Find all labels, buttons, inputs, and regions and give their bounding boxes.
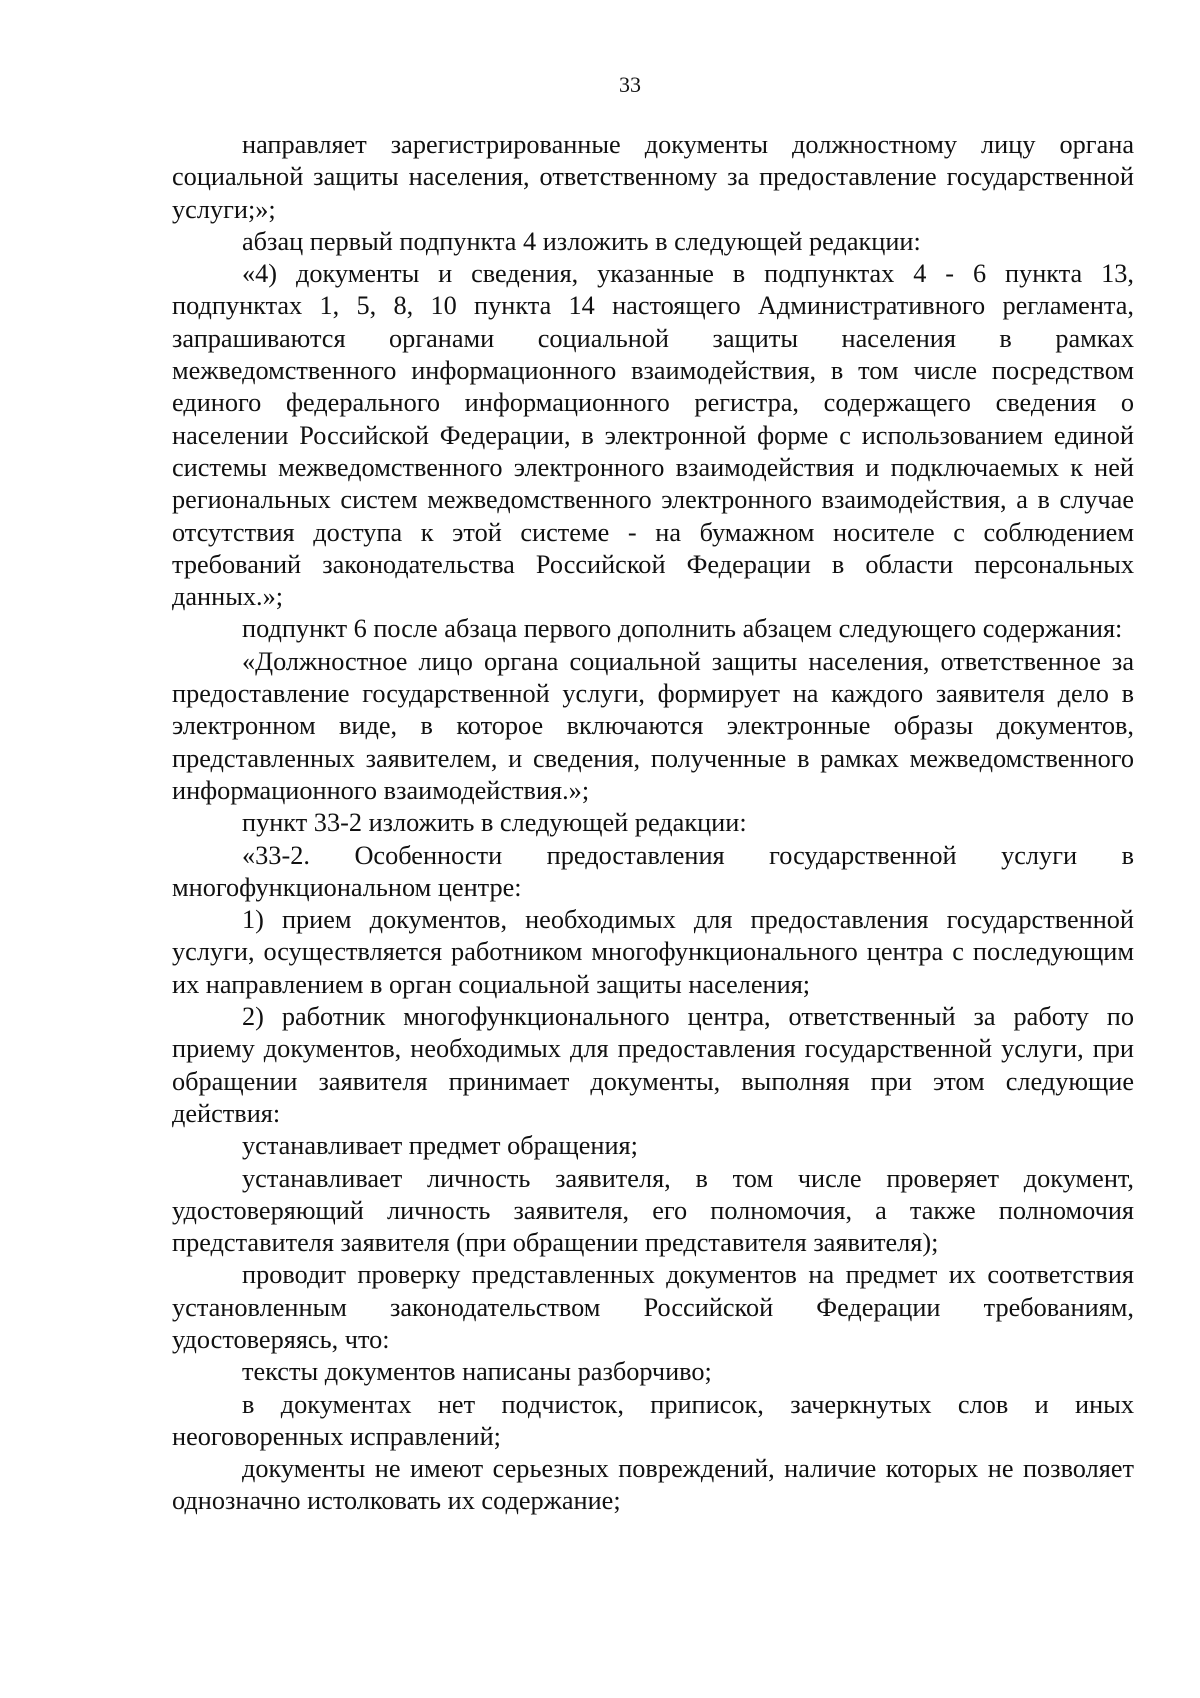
paragraph: документы не имеют серьезных повреждений, наличие которых не позволяет однозначно истолковать их содержание; xyxy=(172,1454,1134,1516)
page-number: 33 xyxy=(619,72,641,97)
paragraph: в документах нет подчисток, приписок, зачеркнутых слов и иных неоговоренных исправлений; xyxy=(172,1389,1134,1451)
paragraph: «33-2. Особенности предоставления государственной услуги в многофункциональном центре: xyxy=(172,840,1134,902)
paragraph: «4) документы и сведения, указанные в подпунктах 4 - 6 пункта 13, подпунктах 1, 5, 8, 10 пункта 14 настоящего Административного регламента, запрашиваются органами социальной защиты населения в рамках межведомственного информационного взаимодействия, в том числе посредством единого федерального информационного регистра, содержащего сведения о населении Российской Федерации, в электронной форме с использованием единой системы межведомственного электронного взаимодействия и подключаемых к ней региональных систем межведомственного электронного взаимодействия, а в случае отсутствия доступа к этой системе - на бумажном носителе с соблюдением требований законодательства Российской Федерации в области персональных данных.»; xyxy=(172,259,1134,612)
paragraph: «Должностное лицо органа социальной защиты населения, ответственное за предоставление государственной услуги, формирует на каждого заявителя дело в электронном виде, в которое включаются электронные образы документов, представленных заявителем, и сведения, полученные в рамках межведомственного информационного взаимодействия.»; xyxy=(172,646,1134,805)
paragraph: подпункт 6 после абзаца первого дополнить абзацем следующего содержания: xyxy=(242,614,1123,644)
document-body xyxy=(172,129,1134,1518)
paragraph: 1) прием документов, необходимых для предоставления государственной услуги, осуществляется работником многофункционального центра с последующим их направлением в орган социальной защиты населения; xyxy=(172,905,1134,999)
paragraph: проводит проверку представленных документов на предмет их соответствия установленным законодательством Российской Федерации требованиям, удостоверяясь, что: xyxy=(172,1260,1134,1354)
paragraph: абзац первый подпункта 4 изложить в следующей редакции: xyxy=(242,226,921,256)
paragraph: устанавливает предмет обращения; xyxy=(242,1131,638,1161)
paragraph: устанавливает личность заявителя, в том числе проверяет документ, удостоверяющий личность заявителя, его полномочия, а также полномочия представителя заявителя (при обращении представителя заявителя); xyxy=(172,1163,1134,1258)
paragraph: тексты документов написаны разборчиво; xyxy=(242,1357,712,1387)
paragraph: направляет зарегистрированные документы должностному лицу органа социальной защиты населения, ответственному за предоставление государственной услуги;»; xyxy=(172,130,1134,224)
paragraph: пункт 33-2 изложить в следующей редакции: xyxy=(242,808,747,838)
paragraph: 2) работник многофункционального центра, ответственный за работу по приему документов, необходимых для предоставления государственной услуги, при обращении заявителя принимает документы, выполняя при этом следующие действия: xyxy=(172,1002,1134,1128)
